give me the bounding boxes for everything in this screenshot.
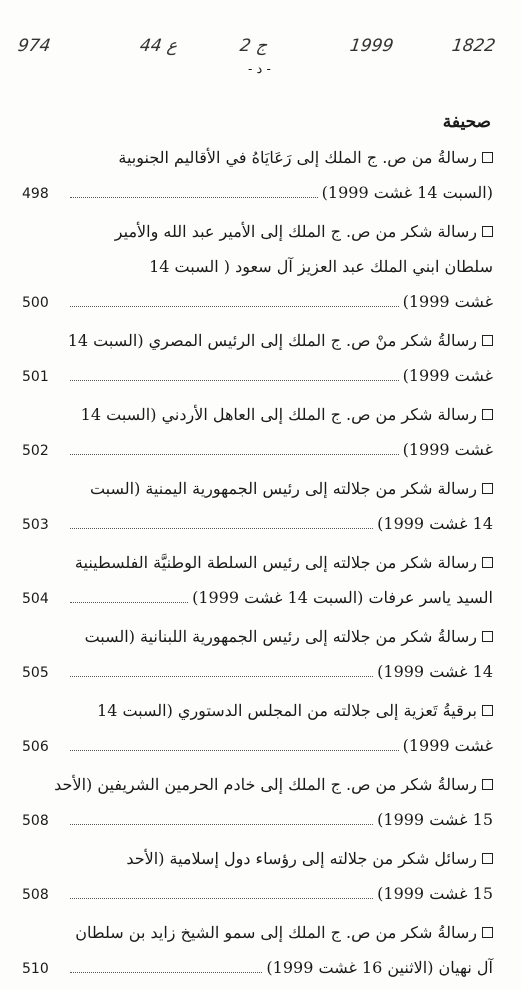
entry-text: آل نهيان (الاثنين 16 غشت 1999) [266, 958, 493, 977]
dot-leader [70, 379, 399, 381]
checkbox-bullet-icon [482, 853, 493, 864]
entry-title-line [22, 214, 493, 249]
toc-entry [22, 915, 493, 985]
entry-text: 14 غشت 1999) [377, 514, 493, 533]
entry-text: رسائل شكر من جلالته إلى رؤساء دول إسلامية (الأحد [126, 849, 477, 868]
dot-leader [70, 196, 318, 198]
entry-page-number: 498 [22, 186, 49, 202]
entry-text: رسالةُ من ص. ج الملك إلى رَعَايَاهُ في الأقاليم الجنوبية [118, 148, 477, 167]
checkbox-bullet-icon [482, 409, 493, 420]
entry-last-line [22, 802, 493, 837]
entry-text: رسالةُ شكر من جلالته إلى رئيس الجمهورية اللبنانية (السبت [84, 627, 477, 646]
toc-entry [22, 397, 493, 467]
entry-title-line [22, 767, 493, 802]
entry-last-line [22, 876, 493, 911]
entry-title-line [22, 397, 493, 432]
entry-text: 14 غشت 1999) [377, 662, 493, 681]
entry-title-line [22, 619, 493, 654]
handwritten-mark: 974 [16, 36, 52, 56]
entry-page-number: 505 [22, 665, 49, 681]
section-label: صحيفة [442, 112, 491, 132]
entry-text: رسالة شكر من ص. ج الملك إلى الأمير عبد الله والأمير [114, 222, 477, 241]
handwritten-mark: ج 2 [238, 36, 269, 56]
toc-entry [22, 323, 493, 393]
entry-page-number: 503 [22, 517, 49, 533]
entry-title-line [22, 140, 493, 175]
handwritten-mark: 1999 [348, 36, 395, 56]
dot-leader [70, 305, 399, 307]
toc-entry [22, 140, 493, 210]
dot-leader [70, 601, 188, 603]
handwritten-mark: ع 44 [138, 36, 179, 56]
entry-text: رسالةُ شكر منْ ص. ج الملك إلى الرئيس المصري (السبت 14 [67, 331, 477, 350]
entry-title-line [22, 545, 493, 580]
table-of-contents [22, 140, 493, 989]
entry-last-line [22, 358, 493, 393]
entry-text: غشت 1999) [402, 736, 493, 755]
entry-last-line [22, 580, 493, 615]
entry-page-number: 508 [22, 813, 49, 829]
entry-title-line [22, 323, 493, 358]
dot-leader [70, 823, 373, 825]
entry-page-number: 504 [22, 591, 49, 607]
toc-entry [22, 471, 493, 541]
checkbox-bullet-icon [482, 335, 493, 346]
entry-page-number: 501 [22, 369, 49, 385]
entry-page-number: 510 [22, 961, 49, 977]
checkbox-bullet-icon [482, 705, 493, 716]
entry-text: غشت 1999) [402, 440, 493, 459]
dot-leader [70, 749, 399, 751]
entry-title-line [22, 841, 493, 876]
checkbox-bullet-icon [482, 927, 493, 938]
entry-text: رسالةُ شكر من ص. ج الملك إلى خادم الحرمين الشريفين (الأحد [54, 775, 477, 794]
toc-entry [22, 619, 493, 689]
entry-last-line [22, 950, 493, 985]
toc-entry [22, 693, 493, 763]
dot-leader [70, 675, 373, 677]
entry-last-line [22, 284, 493, 319]
page-number: - د - [248, 62, 271, 77]
entry-title-line [22, 693, 493, 728]
dot-leader [70, 971, 262, 973]
entry-last-line [22, 175, 493, 210]
toc-entry [22, 841, 493, 911]
entry-last-line [22, 728, 493, 763]
entry-page-number: 502 [22, 443, 49, 459]
checkbox-bullet-icon [482, 631, 493, 642]
entry-last-line [22, 654, 493, 689]
entry-text: 15 غشت 1999) [377, 884, 493, 903]
entry-text: غشت 1999) [402, 366, 493, 385]
entry-last-line [22, 506, 493, 541]
checkbox-bullet-icon [482, 226, 493, 237]
entry-text: رسالة شكر من ص. ج الملك إلى العاهل الأردني (السبت 14 [80, 405, 477, 424]
entry-text: رسالةُ شكر من ص. ج الملك إلى سمو الشيخ زايد بن سلطان [75, 923, 477, 942]
entry-page-number: 506 [22, 739, 49, 755]
entry-text: غشت 1999) [402, 292, 493, 311]
handwritten-mark: 1822 [450, 36, 497, 56]
dot-leader [70, 453, 399, 455]
entry-text: سلطان ابني الملك عبد العزيز آل سعود ( السبت 14 [149, 257, 493, 276]
dot-leader [70, 527, 373, 529]
checkbox-bullet-icon [482, 779, 493, 790]
checkbox-bullet-icon [482, 483, 493, 494]
checkbox-bullet-icon [482, 152, 493, 163]
entry-last-line [22, 432, 493, 467]
entry-text: برقيةُ تَعزية إلى جلالته من المجلس الدستوري (السبت 14 [97, 701, 477, 720]
entry-title-line [22, 915, 493, 950]
entry-page-number: 500 [22, 295, 49, 311]
dot-leader [70, 897, 373, 899]
entry-text: رسالة شكر من جلالته إلى رئيس الجمهورية اليمنية (السبت [89, 479, 477, 498]
entry-text: (السبت 14 غشت 1999) [321, 183, 493, 202]
entry-text: السيد ياسر عرفات (السبت 14 غشت 1999) [192, 588, 493, 607]
entry-title-line [22, 471, 493, 506]
toc-entry [22, 214, 493, 319]
toc-entry [22, 767, 493, 837]
entry-text: رسالة شكر من جلالته إلى رئيس السلطة الوطنيَّة الفلسطينية [74, 553, 477, 572]
entry-page-number: 508 [22, 887, 49, 903]
checkbox-bullet-icon [482, 557, 493, 568]
entry-continuation-line [22, 249, 493, 284]
entry-text: 15 غشت 1999) [377, 810, 493, 829]
toc-entry [22, 545, 493, 615]
